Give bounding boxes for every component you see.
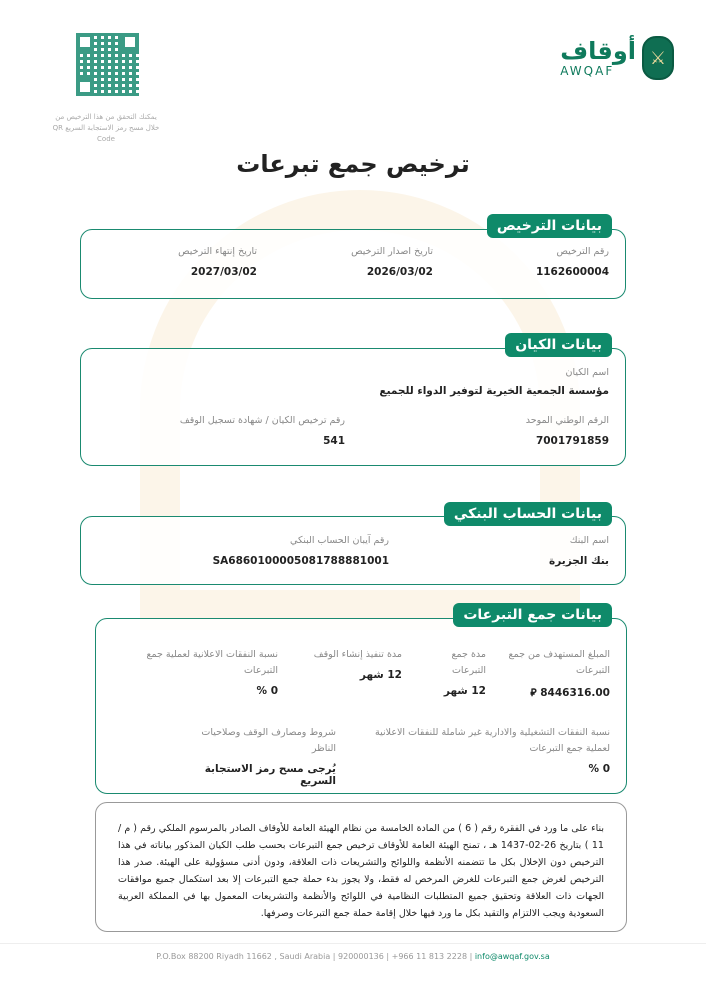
- operating-expense-ratio: 0 %: [588, 763, 610, 775]
- donations-tab: بيانات جمع التبرعات: [453, 603, 612, 627]
- qr-note: يمكنك التحقق من هذا الترخيص من خلال مسح رمز الاستجابة السريع QR Code: [52, 113, 160, 143]
- field-label: نسبة النفقات الاعلانية لعملية جمع التبرعات: [146, 649, 278, 676]
- field-label: رقم آيبان الحساب البنكي: [290, 535, 389, 546]
- issue-date: 2026/03/02: [366, 266, 433, 278]
- entity-tab: بيانات الكيان: [505, 333, 612, 357]
- awqaf-logo: [560, 36, 674, 80]
- field-label: المبلغ المستهدف من جمع التبرعات: [508, 649, 610, 676]
- waqf-duration: 12 شهر: [359, 669, 402, 681]
- target-amount: 8446316.00 ⃁: [530, 687, 610, 699]
- field-label: مدة تنفيذ إنشاء الوقف: [313, 649, 402, 660]
- legal-note: بناء على ما ورد في الفقرة رقم ( 6 ) من المادة الخامسة من نظام الهيئة العامة للأوقاف الصادر بالمرسوم الملكي رقم ( م / 11 ) بتاريخ 26-02-1437 هـ ، تمنح الهيئة العامة للأوقاف ترخيص جمع التبرعات بحسب طلب الكيان المذكور بياناته في هذا الترخيص دون الإخلال بكل ما تتضمنه الأنظمة واللوائح والتشريعات ذات العلاقة، ودون أدنى مسؤولية على الهيئة. صدر هذا الترخيص لغرض جمع التبرعات للغرض المرخص له فقط، ولا يجوز بدء حملة جمع التبرعات إلا بعد استكمال جميع موافقات الجهات ذات العلاقة وتحقيق جميع المتطلبات النظامية في اللوائح والأنظمة والتشريعات المعمول بها في المملكة العربية السعودية ويجب الالتزام والتقيد بكل ما ورد فيها خلال إقامة حملة جمع التبرعات وصرفها.: [95, 802, 627, 932]
- collection-duration: 12 شهر: [443, 685, 486, 697]
- logo-ar: أوقاف: [560, 37, 636, 65]
- field-label: رقم الترخيص: [556, 246, 609, 257]
- license-section: [80, 229, 626, 299]
- footer-email-link[interactable]: info@awqaf.gov.sa: [474, 952, 550, 961]
- license-tab: بيانات الترخيص: [487, 214, 612, 238]
- footer-address: P.O.Box 88200 Riyadh 11662 , Saudi Arabia | 920000136 | +966 11 813 2228 |: [156, 952, 475, 961]
- entity-license-number: 541: [323, 435, 345, 447]
- bank-name: بنك الجزيرة: [549, 555, 609, 567]
- entity-section: [80, 348, 626, 466]
- field-label: الرقم الوطني الموحد: [525, 415, 609, 426]
- emblem-icon: ⚔: [642, 36, 674, 80]
- iban: SA6860100005081788881001: [212, 555, 389, 567]
- field-label: شروط ومصارف الوقف وصلاحيات الناظر: [201, 727, 336, 754]
- logo-en: AWQAF: [560, 64, 615, 78]
- ad-expense-ratio: 0 %: [256, 685, 278, 697]
- field-label: مدة جمع التبرعات: [451, 649, 486, 676]
- bank-section: [80, 516, 626, 585]
- field-label: تاريخ إنتهاء الترخيص: [178, 246, 257, 257]
- entity-name: مؤسسة الجمعية الخيرية لتوفير الدواء للجميع: [379, 385, 609, 397]
- field-label: اسم البنك: [569, 535, 609, 546]
- field-label: رقم ترخيص الكيان / شهادة تسجيل الوقف: [179, 415, 345, 426]
- page-title: ترخيص جمع تبرعات: [236, 150, 470, 178]
- footer: [0, 943, 706, 961]
- license-number: 1162600004: [535, 266, 609, 278]
- field-label: تاريخ اصدار الترخيص: [351, 246, 433, 257]
- field-label: نسبة النفقات التشغيلية والادارية غير شاملة للنفقات الاعلانية لعملية جمع التبرعات: [375, 727, 610, 754]
- field-label: اسم الكيان: [565, 367, 609, 378]
- waqf-terms: يُرجى مسح رمز الاستجابة السريع: [204, 763, 336, 787]
- expiry-date: 2027/03/02: [190, 266, 257, 278]
- bank-tab: بيانات الحساب البنكي: [444, 502, 612, 526]
- qr-code[interactable]: [76, 33, 139, 96]
- donations-section: [95, 618, 627, 794]
- national-number: 7001791859: [535, 435, 609, 447]
